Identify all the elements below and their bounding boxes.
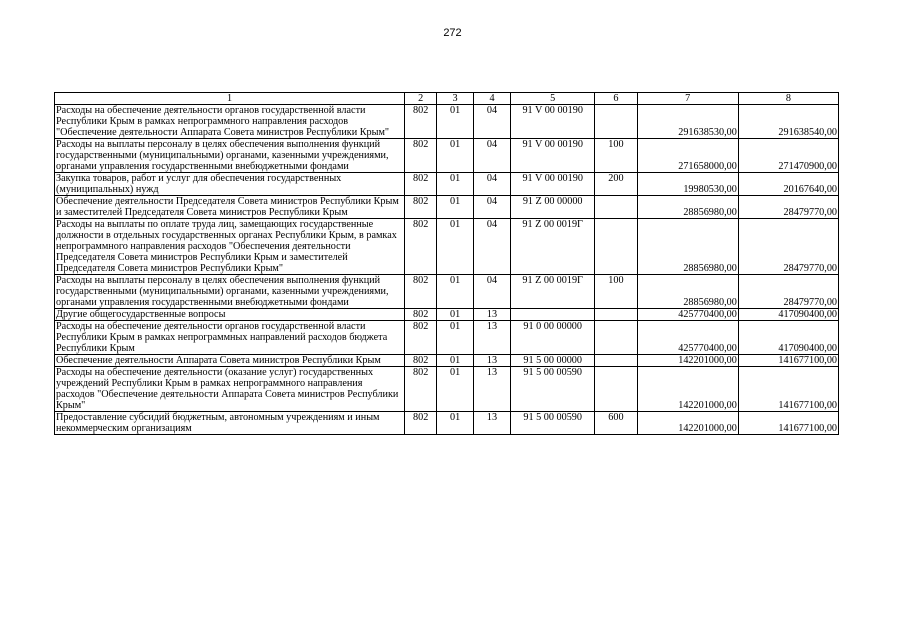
expense-name-cell: Расходы на выплаты персоналу в целях обеспечения выполнения функций государственными (муниципальными) органами, казенными учреждениями, органами управления государственными внебюджетными фондами [55,139,405,173]
subsection-code-cell: 13 [473,367,510,412]
table-row [55,355,839,367]
target-article-cell: 91 Z 00 00000 [511,196,595,219]
budget-table [54,92,839,435]
amount-year2-cell: 417090400,00 [738,321,838,355]
ministry-code-cell: 802 [405,139,437,173]
table-row [55,196,839,219]
ministry-code-cell: 802 [405,367,437,412]
amount-year1-cell: 271658000,00 [637,139,738,173]
expense-name-cell: Расходы на обеспечение деятельности (оказание услуг) государственных учреждений Республики Крым в рамках непрограммного направления расходов "Обеспечение деятельности Аппарата Совета министров Республики Крым" [55,367,405,412]
amount-year2-cell: 28479770,00 [738,275,838,309]
amount-year1-cell: 425770400,00 [637,321,738,355]
amount-year1-cell: 28856980,00 [637,275,738,309]
amount-year2-cell: 28479770,00 [738,219,838,275]
target-article-cell: 91 V 00 00190 [511,139,595,173]
header-row [55,93,839,105]
target-article-cell: 91 5 00 00590 [511,367,595,412]
amount-year2-cell: 141677100,00 [738,412,838,435]
ministry-code-cell: 802 [405,105,437,139]
table-row [55,412,839,435]
amount-year2-cell: 271470900,00 [738,139,838,173]
amount-year2-cell: 141677100,00 [738,367,838,412]
table-row [55,105,839,139]
amount-year1-cell: 291638530,00 [637,105,738,139]
target-article-cell: 91 5 00 00000 [511,355,595,367]
ministry-code-cell: 802 [405,196,437,219]
subsection-code-cell: 13 [473,355,510,367]
subsection-code-cell: 04 [473,219,510,275]
target-article-cell [511,309,595,321]
amount-year2-cell: 291638540,00 [738,105,838,139]
amount-year2-cell: 417090400,00 [738,309,838,321]
expense-name-cell: Другие общегосударственные вопросы [55,309,405,321]
ministry-code-cell: 802 [405,275,437,309]
expense-name-cell: Расходы на выплаты по оплате труда лиц, замещающих государственные должности в отдельных государственных органах Республики Крым, в рамках непрограммного направления расходов "Обеспечения деятельности Председателя Совета министров Республики Крым и заместителей Председателя Совета министров Республики Крым" [55,219,405,275]
expense-name-cell: Расходы на выплаты персоналу в целях обеспечения выполнения функций государственными (муниципальными) органами, казенными учреждениями, органами управления государственными внебюджетными фондами [55,275,405,309]
section-code-cell: 01 [437,367,473,412]
expense-type-cell [595,321,637,355]
ministry-code-cell: 802 [405,412,437,435]
subsection-code-cell: 13 [473,412,510,435]
subsection-code-cell: 04 [473,139,510,173]
subsection-code-cell: 04 [473,173,510,196]
ministry-code-cell: 802 [405,321,437,355]
table-row [55,309,839,321]
section-code-cell: 01 [437,219,473,275]
amount-year2-cell: 28479770,00 [738,196,838,219]
subsection-code-cell: 04 [473,275,510,309]
target-article-cell: 91 Z 00 0019Г [511,275,595,309]
column-header: 5 [511,93,595,105]
section-code-cell: 01 [437,105,473,139]
ministry-code-cell: 802 [405,309,437,321]
table-row [55,321,839,355]
column-header: 7 [637,93,738,105]
section-code-cell: 01 [437,275,473,309]
expense-name-cell: Обеспечение деятельности Аппарата Совета министров Республики Крым [55,355,405,367]
column-header: 3 [437,93,473,105]
expense-type-cell [595,309,637,321]
amount-year1-cell: 142201000,00 [637,367,738,412]
expense-type-cell [595,219,637,275]
target-article-cell: 91 Z 00 0019Г [511,219,595,275]
column-header: 2 [405,93,437,105]
expense-name-cell: Расходы на обеспечение деятельности органов государственной власти Республики Крым в рамках непрограммного направления расходов "Обеспечение деятельности Аппарата Совета министров Республики Крым" [55,105,405,139]
ministry-code-cell: 802 [405,355,437,367]
section-code-cell: 01 [437,321,473,355]
section-code-cell: 01 [437,173,473,196]
target-article-cell: 91 0 00 00000 [511,321,595,355]
ministry-code-cell: 802 [405,173,437,196]
expense-name-cell: Закупка товаров, работ и услуг для обеспечения государственных (муниципальных) нужд [55,173,405,196]
table-row [55,367,839,412]
target-article-cell: 91 V 00 00190 [511,105,595,139]
amount-year1-cell: 19980530,00 [637,173,738,196]
subsection-code-cell: 04 [473,196,510,219]
section-code-cell: 01 [437,139,473,173]
expense-type-cell: 100 [595,275,637,309]
amount-year2-cell: 141677100,00 [738,355,838,367]
expense-type-cell [595,367,637,412]
expense-name-cell: Расходы на обеспечение деятельности органов государственной власти Республики Крым в рамках непрограммных направлений расходов бюджета Республики Крым [55,321,405,355]
target-article-cell: 91 5 00 00590 [511,412,595,435]
column-header: 6 [595,93,637,105]
amount-year2-cell: 20167640,00 [738,173,838,196]
expense-type-cell: 600 [595,412,637,435]
expense-type-cell [595,196,637,219]
expense-type-cell: 200 [595,173,637,196]
column-header: 1 [55,93,405,105]
table-row [55,275,839,309]
column-header: 4 [473,93,510,105]
section-code-cell: 01 [437,355,473,367]
subsection-code-cell: 13 [473,309,510,321]
target-article-cell: 91 V 00 00190 [511,173,595,196]
amount-year1-cell: 28856980,00 [637,196,738,219]
expense-type-cell: 100 [595,139,637,173]
expense-name-cell: Обеспечение деятельности Председателя Совета министров Республики Крым и заместителей Председателя Совета министров Республики Крым [55,196,405,219]
section-code-cell: 01 [437,412,473,435]
amount-year1-cell: 425770400,00 [637,309,738,321]
expense-type-cell [595,355,637,367]
subsection-code-cell: 13 [473,321,510,355]
section-code-cell: 01 [437,196,473,219]
subsection-code-cell: 04 [473,105,510,139]
amount-year1-cell: 142201000,00 [637,355,738,367]
amount-year1-cell: 28856980,00 [637,219,738,275]
table-row [55,173,839,196]
ministry-code-cell: 802 [405,219,437,275]
page-number: 272 [443,27,462,39]
amount-year1-cell: 142201000,00 [637,412,738,435]
section-code-cell: 01 [437,309,473,321]
expense-name-cell: Предоставление субсидий бюджетным, автономным учреждениям и иным некоммерческим организациям [55,412,405,435]
table-row [55,219,839,275]
table-row [55,139,839,173]
expense-type-cell [595,105,637,139]
column-header: 8 [738,93,838,105]
